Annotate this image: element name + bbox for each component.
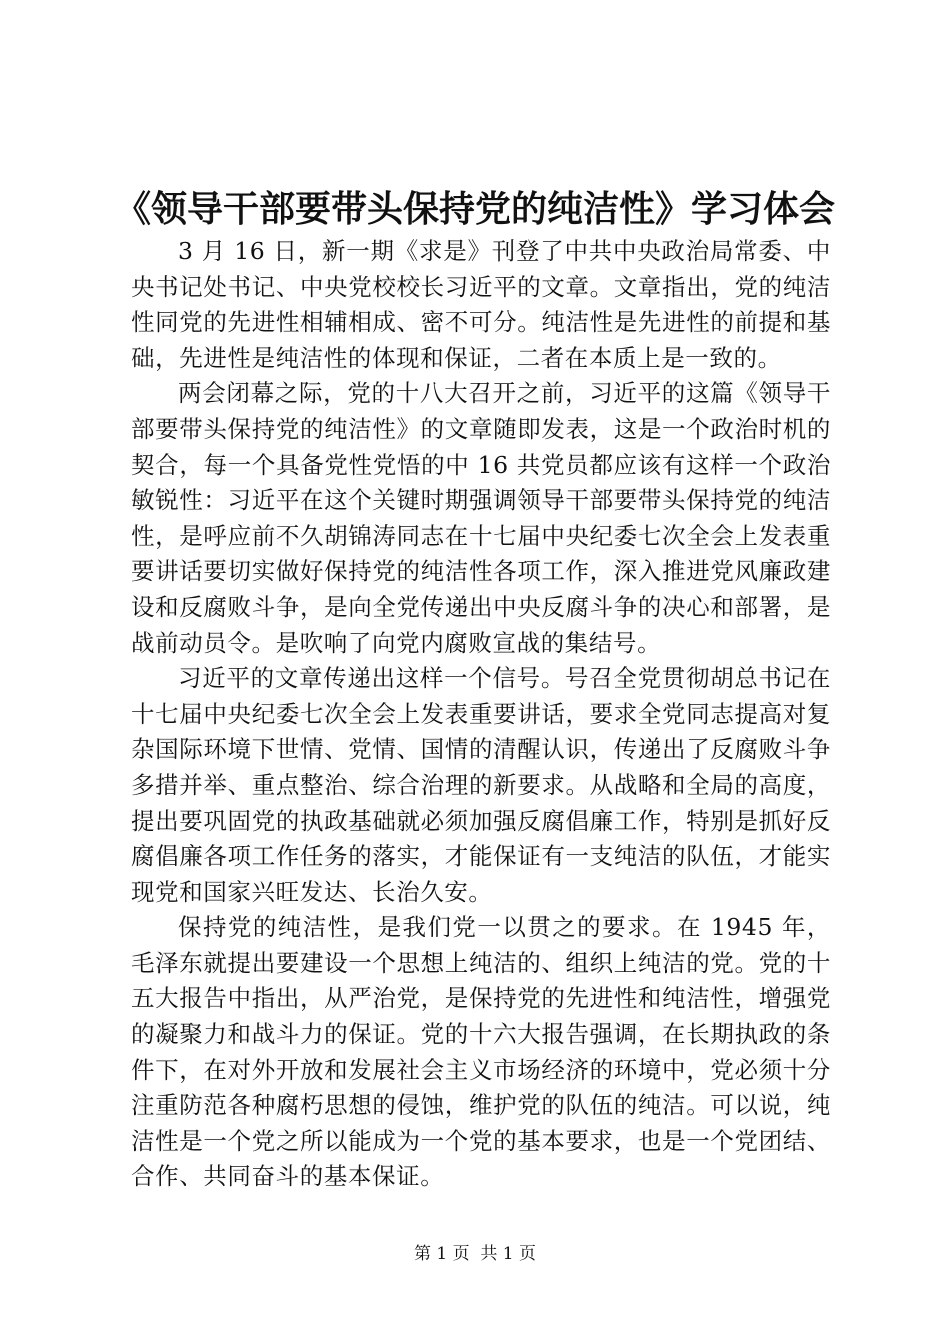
paragraph-1: 3 月 16 日，新一期《求是》刊登了中共中央政治局常委、中央书记处书记、中央党校校长习近平的文章。文章指出，党的纯洁性同党的先进性相辅相成、密不可分。纯洁性是先进性的前提和基础，先进性是纯洁性的体现和保证，二者在本质上是一致的。 bbox=[131, 237, 831, 372]
paragraph-3: 习近平的文章传递出这样一个信号。号召全党贯彻胡总书记在十七届中央纪委七次全会上发表重要讲话，要求全党同志提高对复杂国际环境下世情、党情、国情的清醒认识，传递出了反腐败斗争多措并举、重点整治、综合治理的新要求。从战略和全局的高度，提出要巩固党的执政基础就必须加强反腐倡廉工作，特别是抓好反腐倡廉各项工作任务的落实，才能保证有一支纯洁的队伍，才能实现党和国家兴旺发达、长治久安。 bbox=[131, 664, 831, 906]
paragraph-2: 两会闭幕之际，党的十八大召开之前，习近平的这篇《领导干部要带头保持党的纯洁性》的文章随即发表，这是一个政治时机的契合，每一个具备党性党悟的中 16 共党员都应该有这样一个政治敏锐性：习近平在这个关键时期强调领导干部要带头保持党的纯洁性，是呼应前不久胡锦涛同志在十七届中央纪委七次全会上发表重要讲话要切实做好保持党的纯洁性各项工作，深入推进党风廉政建设和反腐败斗争，是向全党传递出中央反腐斗争的决心和部署，是战前动员令。是吹响了向党内腐败宣战的集结号。 bbox=[131, 379, 831, 657]
page-footer: 第 1 页 共 1 页 bbox=[413, 1244, 537, 1264]
paragraph-4: 保持党的纯洁性，是我们党一以贯之的要求。在 1945 年，毛泽东就提出要建设一个思想上纯洁的、组织上纯洁的党。党的十五大报告中指出，从严治党，是保持党的先进性和纯洁性，增强党的凝聚力和战斗力的保证。党的十六大报告强调，在长期执政的条件下，在对外开放和发展社会主义市场经济的环境中，党必须十分注重防范各种腐朽思想的侵蚀，维护党的队伍的纯洁。可以说，纯洁性是一个党之所以能成为一个党的基本要求，也是一个党团结、合作、共同奋斗的基本保证。 bbox=[131, 913, 831, 1191]
document-title: 《领导干部要带头保持党的纯洁性》学习体会 bbox=[114, 189, 835, 230]
document-body bbox=[131, 234, 831, 1195]
